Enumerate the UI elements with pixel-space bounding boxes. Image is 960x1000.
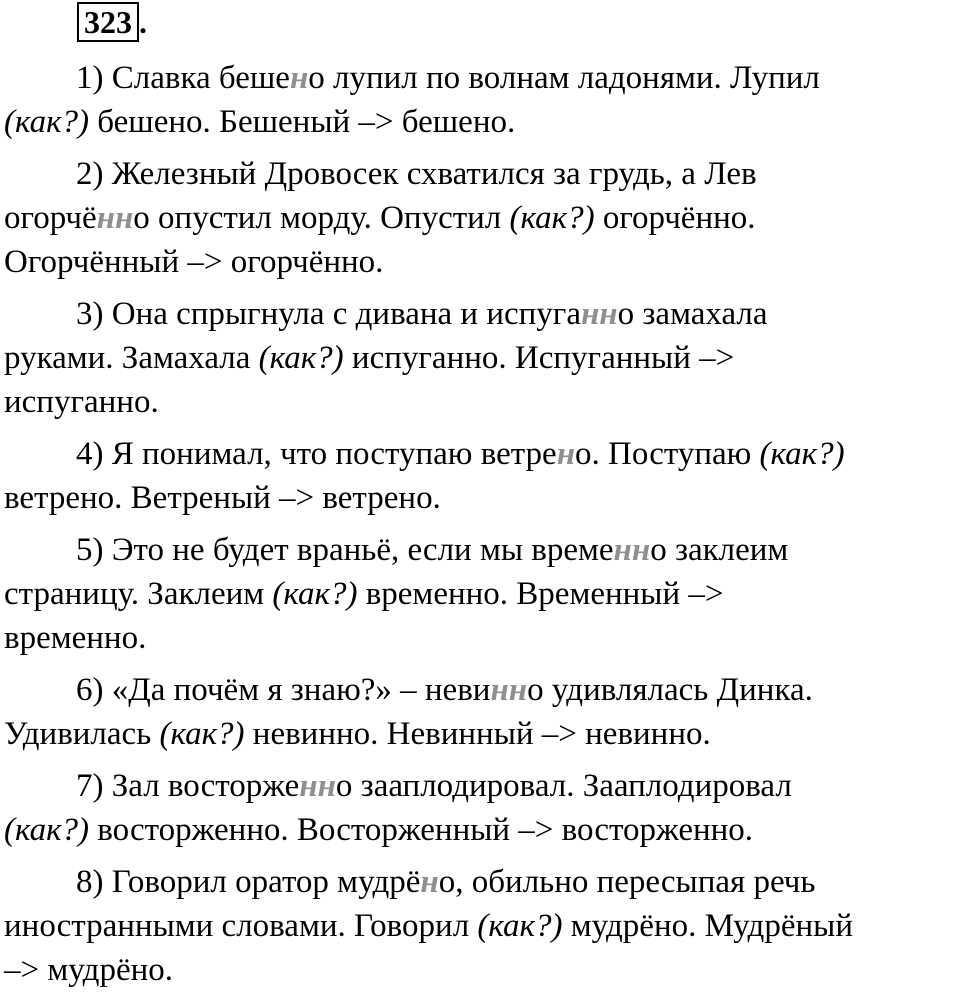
item-text: 6) «Да почём я знаю?» – неви: [76, 672, 491, 708]
item-text: –> мудрёно.: [4, 952, 174, 988]
exercise-item-3: [4, 292, 954, 424]
item-text: испуганно. Испуганный –>: [343, 340, 735, 376]
exercise-item-2: [4, 152, 954, 284]
question-hint: (как?): [4, 812, 90, 848]
question-hint: (как?): [159, 716, 245, 752]
item-text: руками. Замахала: [4, 340, 259, 376]
item-text: о удивлялась Динка.: [527, 672, 813, 708]
item-text: иностранными словами. Говорил: [4, 908, 478, 944]
item-text: 5) Это не будет враньё, если мы време: [76, 532, 614, 568]
task-number-suffix: .: [139, 4, 147, 40]
exercise-item-1: [4, 56, 954, 144]
item-text: 4) Я понимал, что поступаю ветре: [76, 436, 557, 472]
item-text: страницу. Заклеим: [4, 576, 273, 612]
item-text: о замахала: [617, 296, 768, 332]
item-text: огорчё: [4, 200, 97, 236]
item-text: бешено. Бешеный –> бешено.: [89, 104, 516, 140]
item-text: о, обильно пересыпая речь: [438, 864, 816, 900]
item-text: о опустил морду. Опустил: [133, 200, 510, 236]
question-hint: (как?): [258, 340, 344, 376]
highlight-letters: н: [289, 60, 309, 96]
item-text: 2) Железный Дровосек схватился за грудь, а Лев: [76, 156, 757, 192]
highlight-letters: нн: [580, 296, 618, 332]
item-text: о заклеим: [650, 532, 789, 568]
item-text: Огорчённый –> огорчённо.: [4, 244, 384, 280]
item-text: о. Поступаю: [575, 436, 760, 472]
exercise-item-8: [4, 860, 954, 992]
item-text: временно.: [4, 620, 147, 656]
item-text: 7) Зал восторже: [76, 768, 300, 804]
item-text: 1) Славка беше: [76, 60, 290, 96]
exercise-item-6: [4, 668, 954, 756]
highlight-letters: нн: [299, 768, 336, 804]
question-hint: (как?): [477, 908, 563, 944]
item-text: невинно. Невинный –> невинно.: [244, 716, 711, 752]
item-text: восторженно. Восторженный –> восторженно.: [89, 812, 754, 848]
question-hint: (как?): [4, 104, 90, 140]
question-hint: (как?): [759, 436, 845, 472]
item-text: о зааплодировал. Зааплодировал: [335, 768, 792, 804]
question-hint: (как?): [272, 576, 358, 612]
item-text: испуганно.: [4, 384, 159, 420]
item-text: огорчённо.: [594, 200, 756, 236]
highlight-letters: н: [420, 864, 439, 900]
item-text: временно. Временный –>: [357, 576, 724, 612]
item-text: 3) Она спрыгнула с дивана и испуга: [76, 296, 581, 332]
exercise-items: [4, 56, 954, 1000]
item-text: Удивилась: [4, 716, 160, 752]
item-text: мудрёно. Мудрёный: [562, 908, 853, 944]
question-hint: (как?): [509, 200, 595, 236]
highlight-letters: нн: [490, 672, 528, 708]
item-text: о лупил по волнам ладонями. Лупил: [308, 60, 820, 96]
task-number: [77, 2, 147, 42]
item-text: ветрено. Ветреный –> ветрено.: [4, 480, 441, 516]
exercise-item-7: [4, 764, 954, 852]
item-text: 8) Говорил оратор мудрё: [76, 864, 421, 900]
task-number-box: 323: [77, 2, 139, 42]
highlight-letters: нн: [613, 532, 651, 568]
exercise-item-4: [4, 432, 954, 520]
highlight-letters: нн: [96, 200, 134, 236]
highlight-letters: н: [556, 436, 576, 472]
exercise-item-5: [4, 528, 954, 660]
